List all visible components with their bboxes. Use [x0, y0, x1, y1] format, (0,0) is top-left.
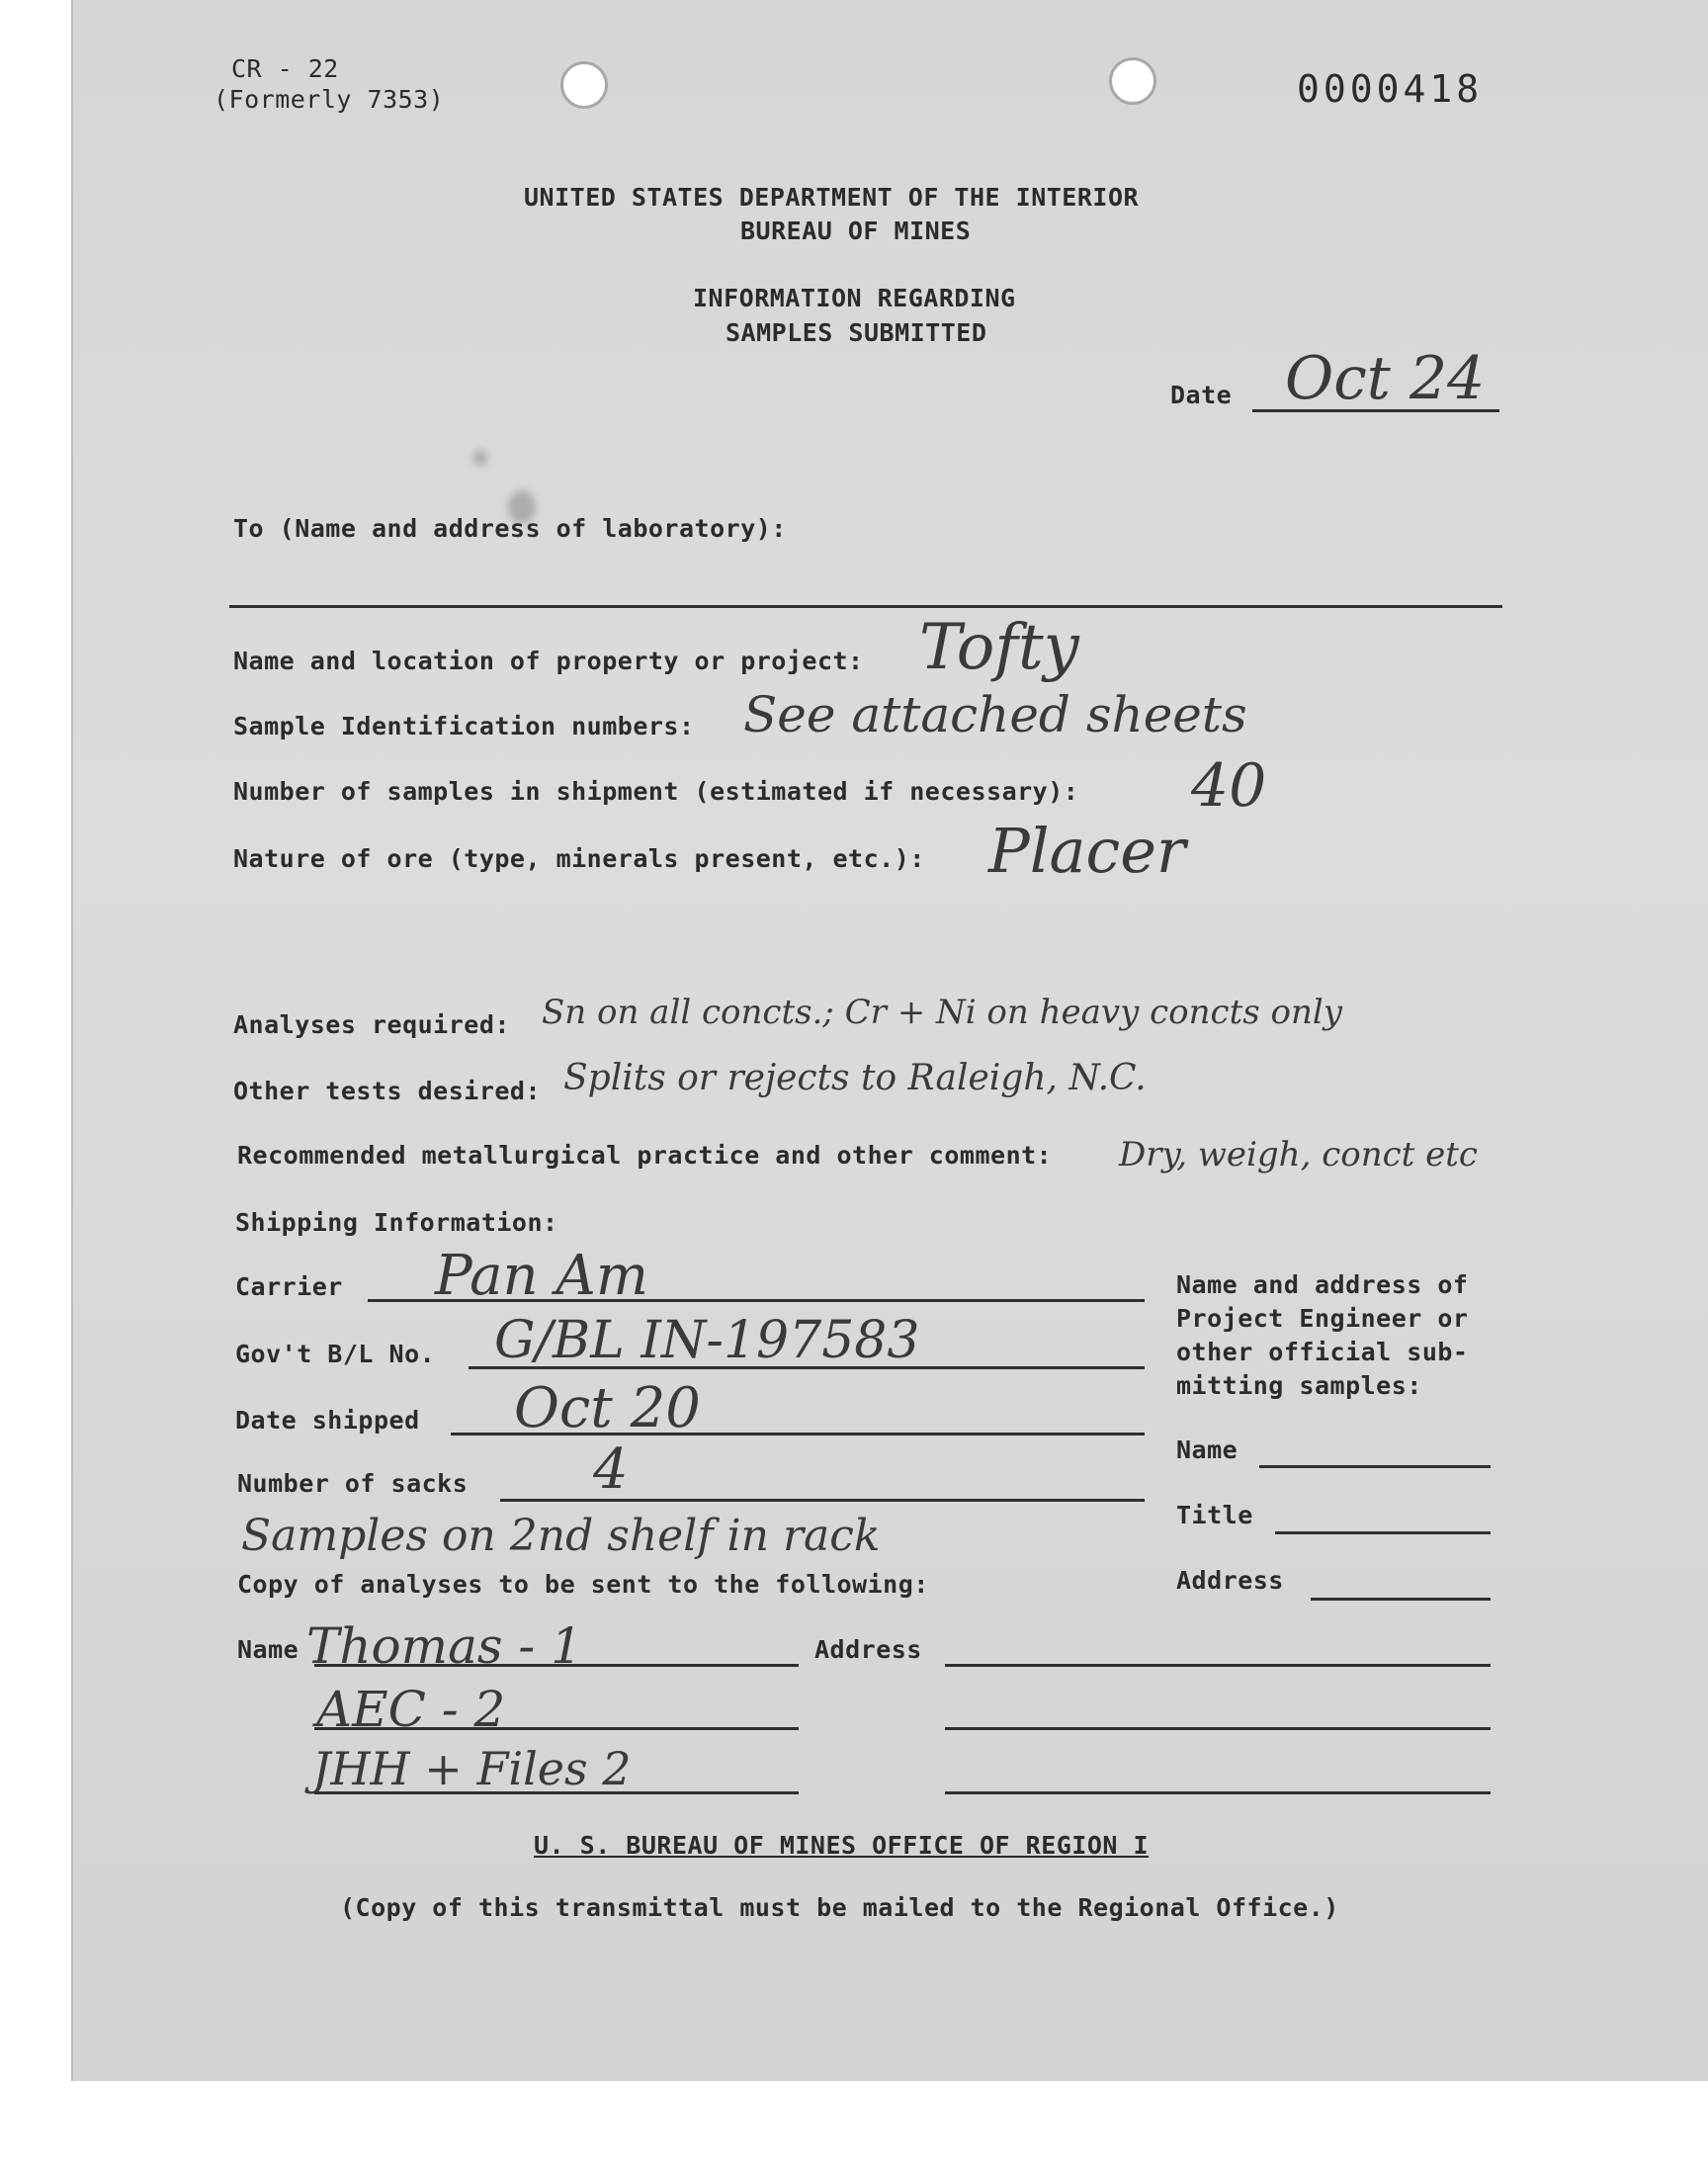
copy-recipient-3[interactable]: JHH + Files 2 — [312, 1742, 632, 1795]
bl-number-line[interactable] — [469, 1366, 1145, 1369]
analyses-label: Analyses required: — [233, 1010, 510, 1039]
copy-address-1-line[interactable] — [945, 1664, 1491, 1667]
form-code: CR - 22 — [231, 54, 339, 83]
analyses-value[interactable]: Sn on all concts.; Cr + Ni on heavy concts only — [542, 993, 1342, 1032]
copy-address-3-line[interactable] — [945, 1791, 1491, 1794]
engineer-title-line[interactable] — [1275, 1531, 1491, 1534]
regional-office-name: U. S. BUREAU OF MINES OFFICE OF REGION I — [534, 1831, 1150, 1860]
punch-hole-right — [1109, 57, 1156, 105]
carrier-value[interactable]: Pan Am — [435, 1244, 648, 1308]
bl-number-value[interactable]: G/BL IN-197583 — [494, 1311, 920, 1370]
to-laboratory-line[interactable] — [229, 605, 1502, 608]
num-samples-value[interactable]: 40 — [1191, 751, 1267, 821]
punch-hole-left — [560, 61, 608, 109]
copies-address-label: Address — [814, 1635, 922, 1664]
form-formerly: (Formerly 7353) — [214, 85, 445, 114]
department-line-1: UNITED STATES DEPARTMENT OF THE INTERIOR — [524, 183, 1140, 212]
number-of-sacks-label: Number of sacks — [237, 1469, 469, 1498]
sample-id-value[interactable]: See attached sheets — [743, 686, 1247, 743]
form-title-line-1: INFORMATION REGARDING — [693, 284, 1016, 312]
to-laboratory-label: To (Name and address of laboratory): — [233, 514, 787, 543]
property-value[interactable]: Tofty — [919, 611, 1079, 684]
bl-number-label: Gov't B/L No. — [235, 1340, 436, 1368]
copy-recipient-3-line[interactable] — [314, 1791, 799, 1794]
copy-recipient-2-line[interactable] — [314, 1727, 799, 1730]
department-line-2: BUREAU OF MINES — [740, 217, 972, 245]
transmittal-note: (Copy of this transmittal must be mailed to the Regional Office.) — [340, 1893, 1339, 1922]
copy-recipient-2[interactable]: AEC - 2 — [316, 1681, 506, 1738]
date-value[interactable]: Oct 24 — [1285, 344, 1486, 413]
other-tests-label: Other tests desired: — [233, 1077, 542, 1105]
number-of-sacks-value[interactable]: 4 — [593, 1437, 629, 1502]
copy-recipient-1[interactable]: Thomas - 1 — [306, 1617, 583, 1675]
date-shipped-label: Date shipped — [235, 1406, 420, 1435]
metallurgical-practice-value[interactable]: Dry, weigh, conct etc — [1119, 1135, 1478, 1174]
shipping-heading: Shipping Information: — [235, 1208, 558, 1237]
engineer-heading-4: mitting samples: — [1176, 1371, 1422, 1400]
number-of-sacks-line[interactable] — [500, 1499, 1145, 1502]
date-underline — [1252, 409, 1499, 412]
form-title-line-2: SAMPLES SUBMITTED — [726, 318, 987, 347]
metallurgical-practice-label: Recommended metallurgical practice and other comment: — [237, 1141, 1053, 1170]
date-label: Date — [1170, 381, 1233, 409]
copy-address-2-line[interactable] — [945, 1727, 1491, 1730]
engineer-title-label: Title — [1176, 1501, 1253, 1529]
engineer-name-label: Name — [1176, 1436, 1238, 1464]
ink-smudge — [473, 450, 487, 466]
engineer-heading-1: Name and address of — [1176, 1270, 1469, 1299]
copy-recipient-1-line[interactable] — [314, 1664, 799, 1667]
form-serial-number: 0000418 — [1297, 67, 1484, 111]
carrier-line[interactable] — [368, 1299, 1145, 1302]
ore-value[interactable]: Placer — [988, 815, 1186, 887]
date-shipped-line[interactable] — [451, 1433, 1145, 1436]
date-shipped-value[interactable]: Oct 20 — [514, 1376, 701, 1440]
sample-id-label: Sample Identification numbers: — [233, 712, 695, 740]
ore-label: Nature of ore (type, minerals present, etc.): — [233, 844, 925, 873]
engineer-heading-3: other official sub- — [1176, 1338, 1469, 1366]
sacks-location-note[interactable]: Samples on 2nd shelf in rack — [241, 1511, 881, 1561]
other-tests-value[interactable]: Splits or rejects to Raleigh, N.C. — [563, 1058, 1147, 1098]
engineer-name-line[interactable] — [1259, 1465, 1491, 1468]
property-label: Name and location of property or project: — [233, 647, 864, 675]
engineer-heading-2: Project Engineer or — [1176, 1304, 1469, 1333]
engineer-address-label: Address — [1176, 1566, 1284, 1595]
num-samples-label: Number of samples in shipment (estimated if necessary): — [233, 777, 1079, 806]
engineer-address-line[interactable] — [1311, 1598, 1491, 1601]
carrier-label: Carrier — [235, 1272, 343, 1301]
copies-heading: Copy of analyses to be sent to the following: — [237, 1570, 929, 1599]
copies-name-label: Name — [237, 1635, 299, 1664]
